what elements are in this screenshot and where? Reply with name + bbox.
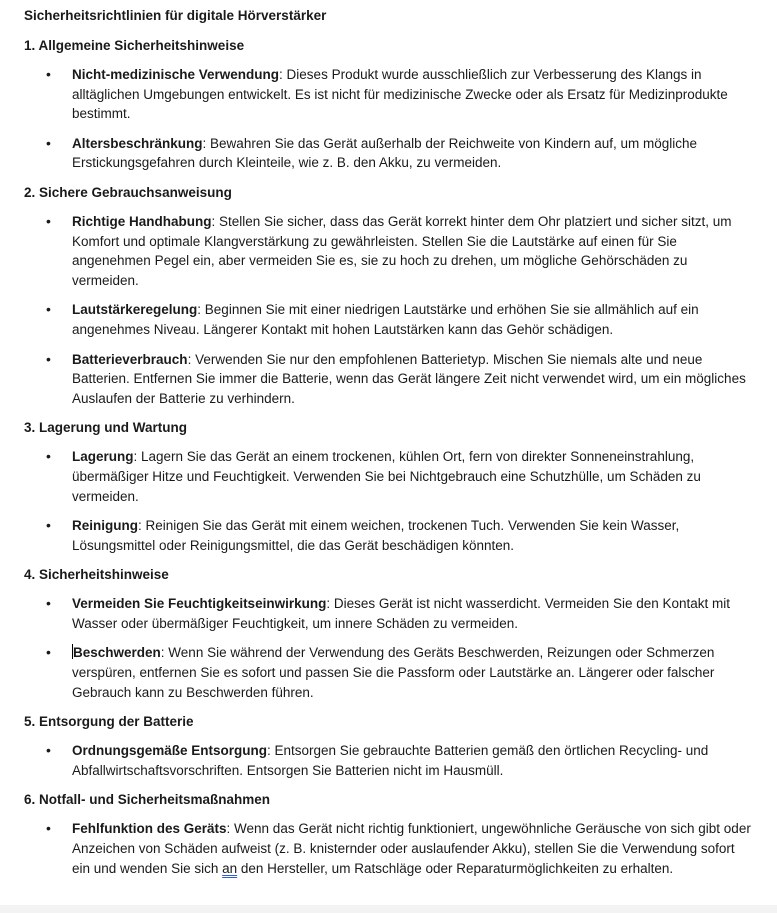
item-text: : Lagern Sie das Gerät an einem trockenen, kühlen Ort, fern von direkter Sonneneinstrahlung, übermäßiger Hitze und Feuchtigkeit. Verwenden Sie bei Nichtgebrauch eine Schutzhülle, um Schäden zu vermeiden. bbox=[72, 449, 701, 504]
item-text: : Beginnen Sie mit einer niedrigen Lautstärke und erhöhen Sie sie allmählich auf ein angenehmes Niveau. Längerer Kontakt mit hohen Lautstärken kann das Gehör schädigen. bbox=[72, 302, 699, 337]
item-term: Vermeiden Sie Feuchtigkeitseinwirkung bbox=[72, 596, 327, 612]
list-item bbox=[24, 134, 752, 173]
item-term: Lagerung bbox=[72, 449, 134, 465]
item-text: : Wenn Sie während der Verwendung des Geräts Beschwerden, Reizungen oder Schmerzen verspüren, entfernen Sie es sofort und passen Sie die Passform oder Lautstärke an. Längerer oder falscher Gebrauch kann zu Beschwerden führen. bbox=[72, 645, 715, 700]
document-body[interactable] bbox=[24, 6, 754, 888]
section-list-1 bbox=[24, 65, 754, 173]
item-text: : Dieses Gerät ist nicht wasserdicht. Vermeiden Sie den Kontakt mit Wasser oder übermäßiger Feuchtigkeit, um innere Schäden zu vermeiden. bbox=[72, 596, 731, 631]
bullet-icon: • bbox=[46, 301, 51, 318]
list-item bbox=[24, 350, 752, 409]
item-text: : Wenn das Gerät nicht richtig funktioniert, ungewöhnliche Geräusche von sich gibt oder Anzeichen von Schäden aufweist (z. B. knisternder oder auslaufender Akku), stellen Sie die Verwendung sofort ein und wenden Sie sich bbox=[72, 821, 751, 876]
item-term: Reinigung bbox=[72, 518, 138, 534]
item-term: Lautstärkeregelung bbox=[72, 302, 198, 318]
section-list-3 bbox=[24, 447, 754, 555]
bullet-icon: • bbox=[46, 134, 51, 151]
section-list-5 bbox=[24, 741, 754, 780]
list-item bbox=[24, 516, 752, 555]
item-term: Nicht-medizinische Verwendung bbox=[72, 67, 280, 82]
list-item bbox=[24, 212, 752, 290]
item-term: Ordnungsgemäße Entsorgung bbox=[72, 743, 268, 759]
list-item bbox=[24, 819, 752, 878]
item-text: : Stellen Sie sicher, dass das Gerät korrekt hinter dem Ohr platziert und sicher sitzt, um Komfort und optimale Klangverstärkung zu gewährleisten. Stellen Sie die Lautstärke auf einen für Sie angenehmen Pegel ein, aber vermeiden Sie es, sie zu hoch zu drehen, um mögliche Gehörschäden zu vermeiden. bbox=[72, 213, 732, 288]
item-term: Beschwerden bbox=[73, 645, 161, 661]
section-heading-5: 5. Entsorgung der Batterie bbox=[24, 714, 194, 730]
list-item bbox=[24, 300, 752, 339]
section-list-6 bbox=[24, 819, 754, 878]
bullet-icon: • bbox=[46, 212, 51, 229]
list-item bbox=[24, 594, 752, 633]
list-item bbox=[24, 447, 752, 506]
item-text: : Reinigen Sie das Gerät mit einem weichen, trockenen Tuch. Verwenden Sie kein Wasser, Lösungsmittel oder Reinigungsmittel, die das Gerät beschädigen könnten. bbox=[72, 518, 680, 553]
bullet-icon: • bbox=[46, 742, 51, 759]
section-list-2 bbox=[24, 212, 754, 408]
list-item bbox=[24, 65, 752, 124]
bullet-icon: • bbox=[46, 644, 51, 661]
bullet-icon: • bbox=[46, 820, 51, 837]
section-heading-1: 1. Allgemeine Sicherheitshinweise bbox=[24, 38, 245, 53]
section-heading-4: 4. Sicherheitshinweise bbox=[24, 567, 169, 583]
bottom-edge bbox=[0, 905, 777, 913]
item-text: : Bewahren Sie das Gerät außerhalb der Reichweite von Kindern auf, um mögliche Erstickungsgefahren durch Kleinteile, wie z. B. den Akku, zu vermeiden. bbox=[72, 135, 698, 171]
item-text: : Dieses Produkt wurde ausschließlich zur Verbesserung des Klangs in alltäglichen Umgebungen entwickelt. Es ist nicht für medizinische Zwecke oder als Ersatz für Medizinprodukte bestimmt. bbox=[72, 67, 728, 122]
section-heading-3: 3. Lagerung und Wartung bbox=[24, 420, 187, 436]
bullet-icon: • bbox=[46, 517, 51, 534]
item-term: Batterieverbrauch bbox=[72, 351, 188, 367]
section-list-4 bbox=[24, 594, 754, 702]
item-term: Altersbeschränkung bbox=[72, 135, 203, 151]
item-text: den Hersteller, um Ratschläge oder Reparaturmöglichkeiten zu erhalten. bbox=[237, 860, 674, 876]
item-text: : Verwenden Sie nur den empfohlenen Batterietyp. Mischen Sie niemals alte und neue Batterien. Entfernen Sie immer die Batterie, wenn das Gerät längere Zeit nicht verwendet wird, um ein mögliches Auslaufen der Batterie zu verhindern. bbox=[72, 351, 746, 406]
section-heading-6: 6. Notfall- und Sicherheitsmaßnahmen bbox=[24, 792, 271, 808]
bullet-icon: • bbox=[46, 350, 51, 367]
bullet-icon: • bbox=[46, 595, 51, 612]
bullet-icon: • bbox=[46, 448, 51, 465]
grammar-flagged-word[interactable]: an bbox=[222, 860, 238, 876]
item-text: : Entsorgen Sie gebrauchte Batterien gemäß den örtlichen Recycling- und Abfallwirtschaftsvorschriften. Entsorgen Sie Batterien nicht im Hausmüll. bbox=[72, 743, 709, 778]
list-item bbox=[24, 643, 752, 702]
document-title: Sicherheitsrichtlinien für digitale Hörverstärker bbox=[24, 8, 327, 23]
list-item bbox=[24, 741, 752, 780]
bullet-icon: • bbox=[46, 66, 51, 82]
item-term: Fehlfunktion des Geräts bbox=[72, 821, 227, 837]
item-term: Richtige Handhabung bbox=[72, 213, 212, 229]
section-heading-2: 2. Sichere Gebrauchsanweisung bbox=[24, 184, 232, 200]
